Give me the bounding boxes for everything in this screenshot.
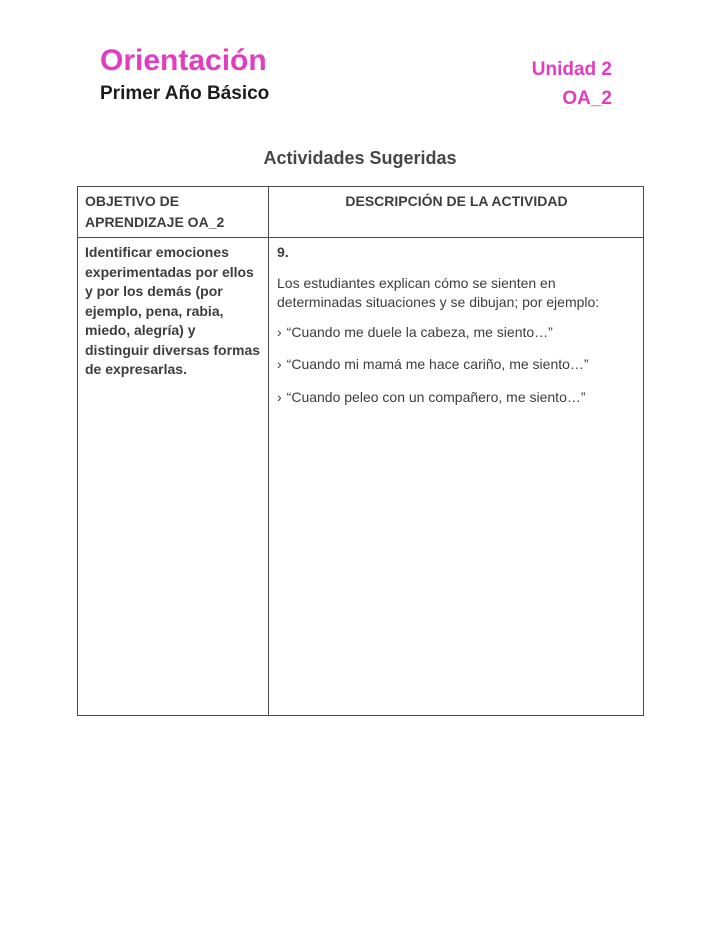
- column-header-description: DESCRIPCIÓN DE LA ACTIVIDAD: [269, 187, 644, 238]
- header-right-block: [532, 55, 612, 113]
- grade-subtitle: Primer Año Básico: [100, 83, 270, 104]
- bullet-marker: ›: [277, 323, 282, 340]
- document-header: [100, 44, 612, 113]
- activity-example-1: [277, 323, 635, 343]
- course-title: Orientación: [100, 44, 267, 77]
- activity-example-text: “Cuando me duele la cabeza, me siento…”: [286, 323, 553, 340]
- section-title: Actividades Sugeridas: [263, 148, 457, 168]
- header-left-block: [100, 44, 269, 106]
- activity-number: 9.: [277, 244, 289, 260]
- column-header-objective: OBJETIVO DE APRENDIZAJE OA_2: [78, 187, 269, 238]
- activity-example-text: “Cuando peleo con un compañero, me siento…”: [286, 388, 586, 405]
- activity-intro: Los estudiantes explican cómo se sienten en determinadas situaciones y se dibujan; por ejemplo:: [277, 274, 600, 310]
- table-row: [78, 238, 644, 716]
- unit-label: Unidad 2: [531, 59, 612, 80]
- activity-cell: [269, 238, 644, 716]
- activity-example-2: [277, 355, 635, 375]
- activity-example-3: [277, 388, 635, 408]
- bullet-marker: ›: [277, 388, 282, 405]
- objective-cell: Identificar emociones experimentadas por ellos y por los demás (por ejemplo, pena, rabia, miedo, alegría) y distinguir diversas formas de expresarlas.: [78, 238, 269, 716]
- table-header-row: [78, 187, 644, 238]
- oa-code-label: OA_2: [562, 88, 612, 109]
- activity-example-text: “Cuando mi mamá me hace cariño, me siento…”: [286, 356, 589, 372]
- activities-table: [77, 186, 644, 716]
- bullet-marker: ›: [277, 356, 282, 372]
